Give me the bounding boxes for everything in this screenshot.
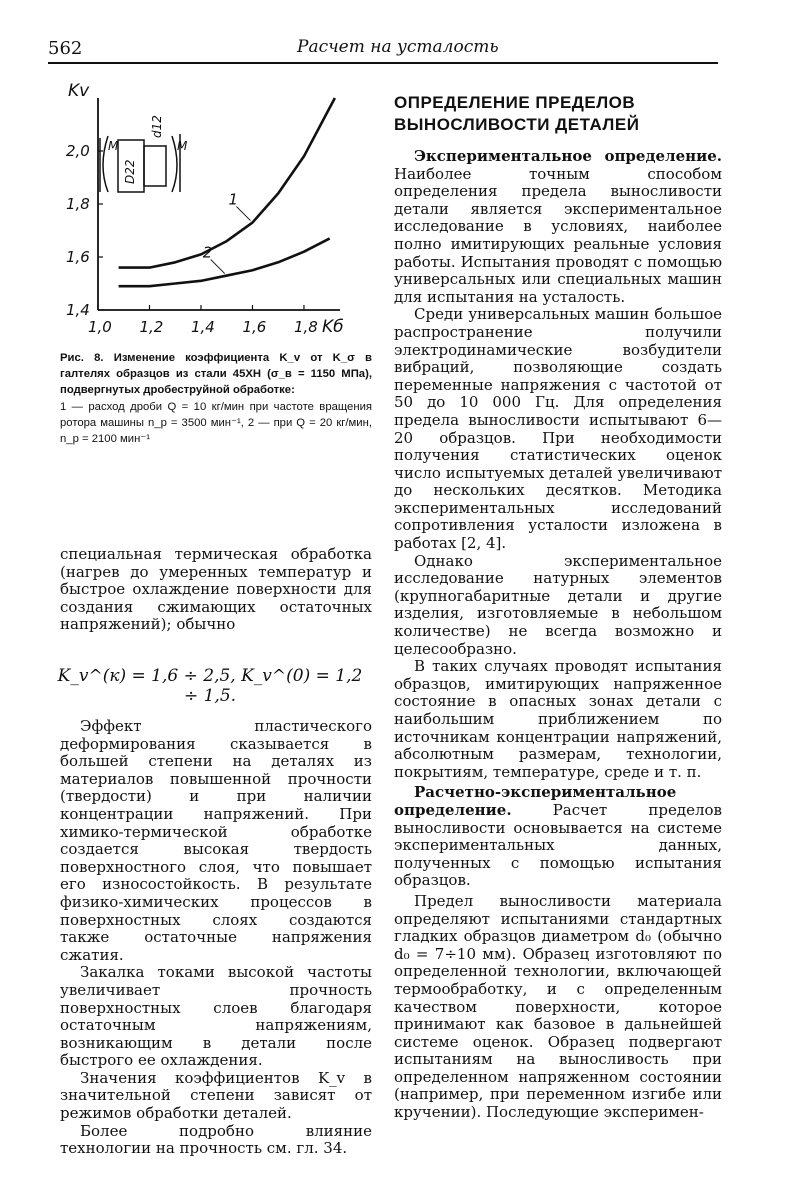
y-tick-label: 1,4 [66,301,90,319]
figure-8 [60,80,360,342]
left-column-bottom [60,718,372,1158]
header-rule [48,62,718,64]
paragraph-universal-machines: Среди универсальных машин большое распространение получили электродинамические возбудители вибраций, позволяющие создать переменные напряжения с частотой от 50 до 10 000 Гц. Для определения предела выносливости испытывают 6—20 образцов. При необходимости получения статистических оценок число испытуемых деталей увеличивают до нескольких десятков. Методика экспериментальных исследований сопротивления усталости изложена в работах [2, 4]. [394,305,722,553]
formula-kv: K_v^(к) = 1,6 ÷ 2,5, K_v^(0) = 1,2 ÷ 1,5. [57,666,363,706]
caption-main: Рис. 8. Изменение коэффициента K_v от K_σ в галтелях образцов из стали 45ХН (σ_в = 1150 МПа), подвергнутых дробеструйной обработке: [60,352,372,396]
chart-axes [68,81,344,337]
paragraph-plastic-deformation: Эффект пластического деформирования сказывается в большей степени на деталях из материалов повышенной прочности (твердости) и при наличии концентрации напряжений. При химико-термической обработке создается высокая твердость поверхностного слоя, что повышает его износостойкость. В результате физико-химических процессов в поверхностных слоях создаются также остаточные напряжения сжатия. [60,717,372,964]
right-column [394,148,722,1122]
x-tick-label: 1,8 [293,318,318,336]
moment-label-left: M [108,139,119,153]
paragraph-calc-exp [394,784,722,890]
paragraph-experimental [394,148,722,306]
paragraph-full-scale: Однако экспериментальное исследование натурных элементов (крупногабаритные детали и другие изделия, изготовляемые в небольшом количестве) не всегда возможно и целесообразно. [394,551,722,658]
series-2-label: 2 [202,243,213,262]
x-tick-label: 1,4 [190,318,215,336]
section-title: ОПРЕДЕЛЕНИЕ ПРЕДЕЛОВ ВЫНОСЛИВОСТИ ДЕТАЛЕЙ [394,93,640,134]
x-axis-label: Kб [322,317,344,337]
specimen-neck [144,146,166,186]
calc-exp-head: Расчетно-экспериментальное определение. [394,783,677,819]
series-1-label: 1 [228,190,239,209]
chart [60,80,360,342]
x-tick-label: 1,2 [139,318,164,336]
experimental-text: Наиболее точным способом определения предела выносливости детали является экспериментальное исследование в условиях, наиболее полно имитирующих реальные условия работы. Испытания проводят с помощью универсальных или специальных машин для испытания на усталость. [394,164,722,306]
y-tick-label: 2,0 [66,142,90,160]
y-tick-label: 1,6 [66,248,90,266]
diameter-D-label: D22 [123,159,137,184]
series-2-line [119,238,330,286]
left-column-top [60,546,372,634]
paragraph-material-limit: Предел выносливости материала определяют испытаниями стандартных гладких образцов диаметром d₀ (обычно d₀ = 7÷10 мм). Образец изготовляют по определенной технологии, включающей термообработку, и с определенным качеством поверхности, которое принимают как базовое в дальнейшей системе оценок. Образец подвергают испытаниям на выносливость при определенном напряженном состоянии (например, при переменном изгибе или кручении). Последующие эксперимен- [394,891,722,1122]
diameter-d-label: d12 [150,115,164,138]
paragraph-specimens: В таких случаях проводят испытания образцов, имитирующих напряженное состояние в опасных зонах детали с наибольшим приближением по источникам концентрации напряжений, абсолютным размерам, технологии, покрытиям, температуре, среде и т. п. [394,657,722,781]
series-1-leader [236,207,250,221]
y-tick-label: 1,8 [66,195,90,213]
x-tick-label: 1,6 [242,318,267,336]
paragraph-kv-values: Значения коэффициентов K_v в значительной степени зависят от режимов обработки деталей. [60,1068,372,1123]
caption-legend: 1 — расход дроби Q = 10 кг/мин при частоте вращения ротора машины n_p = 3500 мин⁻¹, 2 — при Q = 20 кг/мин, n_p = 2100 мин⁻¹ [60,401,372,445]
series-2-leader [211,260,225,274]
paragraph-hf-hardening: Закалка токами высокой частоты увеличивает прочность поверхностных слоев благодаря остаточным напряжениям, возникающим в детали после быстрого ее охлаждения. [60,963,372,1070]
paragraph-heat-treatment: специальная термическая обработка (нагрев до умеренных температур и быстрое охлаждение поверхности для создания сжимающих остаточных напряжений); обычно [60,545,372,634]
experimental-head: Экспериментальное определение. [414,147,722,165]
moment-label-right: M [177,139,188,153]
page-number: 562 [48,38,83,59]
figure-caption [60,350,372,447]
y-axis-label: Kv [68,81,90,101]
calc-exp-text: Расчет пределов выносливости основывается на системе экспериментальных данных, полученных с помощью испытания образцов. [394,800,722,890]
x-tick-label: 1,0 [88,318,112,336]
running-title: Расчет на усталость [297,37,499,57]
paragraph-see-chapter: Более подробно влияние технологии на прочность см. гл. 34. [60,1121,372,1158]
